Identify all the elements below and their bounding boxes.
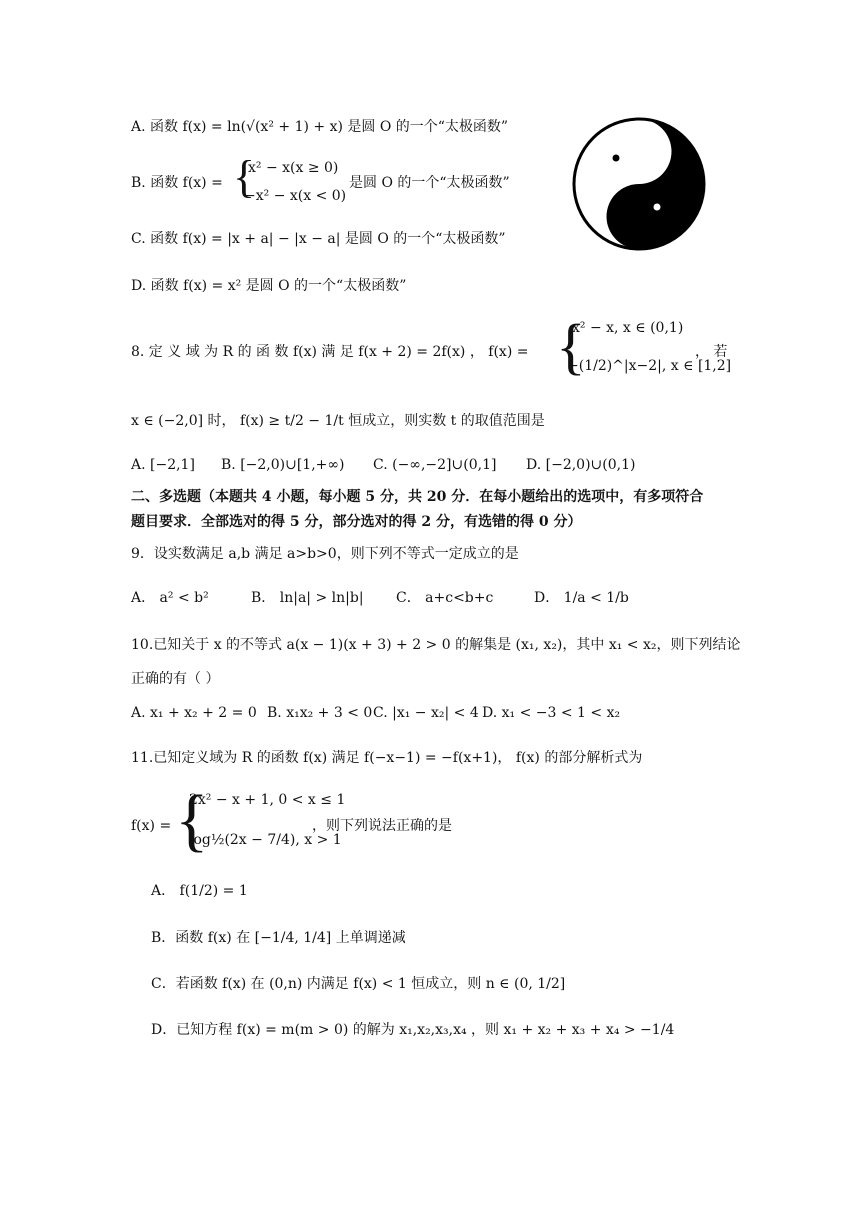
taiji-white-dot bbox=[654, 204, 661, 211]
q10-line2: 正确的有（ ） bbox=[131, 671, 220, 687]
q8-stem-suffix: ， 若 bbox=[695, 344, 728, 360]
section2-heading-line1: 二、多选题（本题共 4 小题，每小题 5 分，共 20 分．在每小题给出的选项中，有多项符合 bbox=[131, 489, 704, 505]
q8-case1: x² − x, x ∈ (0,1) bbox=[572, 320, 684, 336]
q11-case1: 2x² − x + 1, 0 < x ≤ 1 bbox=[189, 792, 346, 808]
taiji-black-dot bbox=[613, 155, 620, 162]
q7-option-b-prefix: B. 函数 f(x) = bbox=[131, 175, 223, 191]
taiji-icon bbox=[570, 115, 708, 253]
q7-b-case2: −x² − x(x < 0) bbox=[244, 188, 347, 204]
q7-b-case1: x² − x(x ≥ 0) bbox=[248, 160, 339, 176]
q7-option-a: A. 函数 f(x) = ln(√(x² + 1) + x) 是圆 O 的一个“太极函数” bbox=[131, 119, 509, 135]
q9-stem: 9．设实数满足 a,b 满足 a>b>0，则下列不等式一定成立的是 bbox=[131, 546, 519, 562]
q8-option-a: A. [−2,1] bbox=[131, 457, 195, 473]
q11-brace: { bbox=[175, 782, 209, 859]
q7-option-d: D. 函数 f(x) = x² 是圆 O 的一个“太极函数” bbox=[131, 278, 407, 294]
q7-b-brace: { bbox=[233, 151, 256, 202]
q11-option-d: D．已知方程 f(x) = m(m > 0) 的解为 x₁,x₂,x₃,x₄ ，则 x₁ + x₂ + x₃ + x₄ > −1/4 bbox=[151, 1022, 675, 1038]
q11-option-c: C．若函数 f(x) 在 (0,n) 内满足 f(x) < 1 恒成立，则 n ∈ (0, 1/2] bbox=[151, 976, 566, 992]
q10-option-a: A. x₁ + x₂ + 2 = 0 bbox=[131, 705, 257, 721]
q8-option-d: D. [−2,0)∪(0,1) bbox=[526, 457, 636, 473]
q9-option-c: C． a+c<b+c bbox=[396, 590, 494, 606]
q8-stem-prefix: 8. 定 义 域 为 R 的 函 数 f(x) 满 足 f(x + 2) = 2f(x) ， f(x) = bbox=[131, 344, 529, 360]
q10-line1: 10.已知关于 x 的不等式 a(x − 1)(x + 3) + 2 > 0 的解集是 (x₁, x₂)，其中 x₁ < x₂，则下列结论 bbox=[131, 637, 741, 653]
q10-option-b: B. x₁x₂ + 3 < 0 bbox=[267, 705, 373, 721]
q7-option-b-suffix: 是圆 O 的一个“太极函数” bbox=[349, 175, 510, 191]
q7-option-c: C. 函数 f(x) = |x + a| − |x − a| 是圆 O 的一个“太极函数” bbox=[131, 231, 506, 247]
q8-line2: x ∈ (−2,0] 时， f(x) ≥ t/2 − 1/t 恒成立，则实数 t 的取值范围是 bbox=[131, 413, 545, 429]
q11-option-b: B．函数 f(x) 在 [−1/4, 1/4] 上单调递减 bbox=[151, 930, 406, 946]
q11-fx-prefix: f(x) = bbox=[131, 818, 172, 834]
q8-option-c: C. (−∞,−2]∪(0,1] bbox=[373, 457, 497, 473]
q8-case2: −(1/2)^|x−2|, x ∈ [1,2] bbox=[567, 358, 732, 374]
q8-brace: { bbox=[556, 313, 586, 381]
q11-line1: 11.已知定义域为 R 的函数 f(x) 满足 f(−x−1) = −f(x+1)， f(x) 的部分解析式为 bbox=[131, 750, 643, 766]
q9-option-a: A． a² < b² bbox=[131, 590, 209, 606]
section2-heading-line2: 题目要求．全部选对的得 5 分，部分选对的得 2 分，有选错的得 0 分） bbox=[131, 514, 582, 530]
q10-option-d: D. x₁ < −3 < 1 < x₂ bbox=[482, 705, 621, 721]
q11-option-a: A． f(1/2) = 1 bbox=[151, 883, 248, 899]
q9-option-d: D． 1/a < 1/b bbox=[534, 590, 629, 606]
q11-fx-suffix: ，则下列说法正确的是 bbox=[312, 818, 452, 834]
q9-option-b: B． ln|a| > ln|b| bbox=[251, 590, 364, 606]
q10-option-c: C. |x₁ − x₂| < 4 bbox=[373, 705, 479, 721]
q8-option-b: B. [−2,0)∪[1,+∞) bbox=[221, 457, 345, 473]
q11-case2: log½(2x − 7/4), x > 1 bbox=[189, 832, 342, 848]
